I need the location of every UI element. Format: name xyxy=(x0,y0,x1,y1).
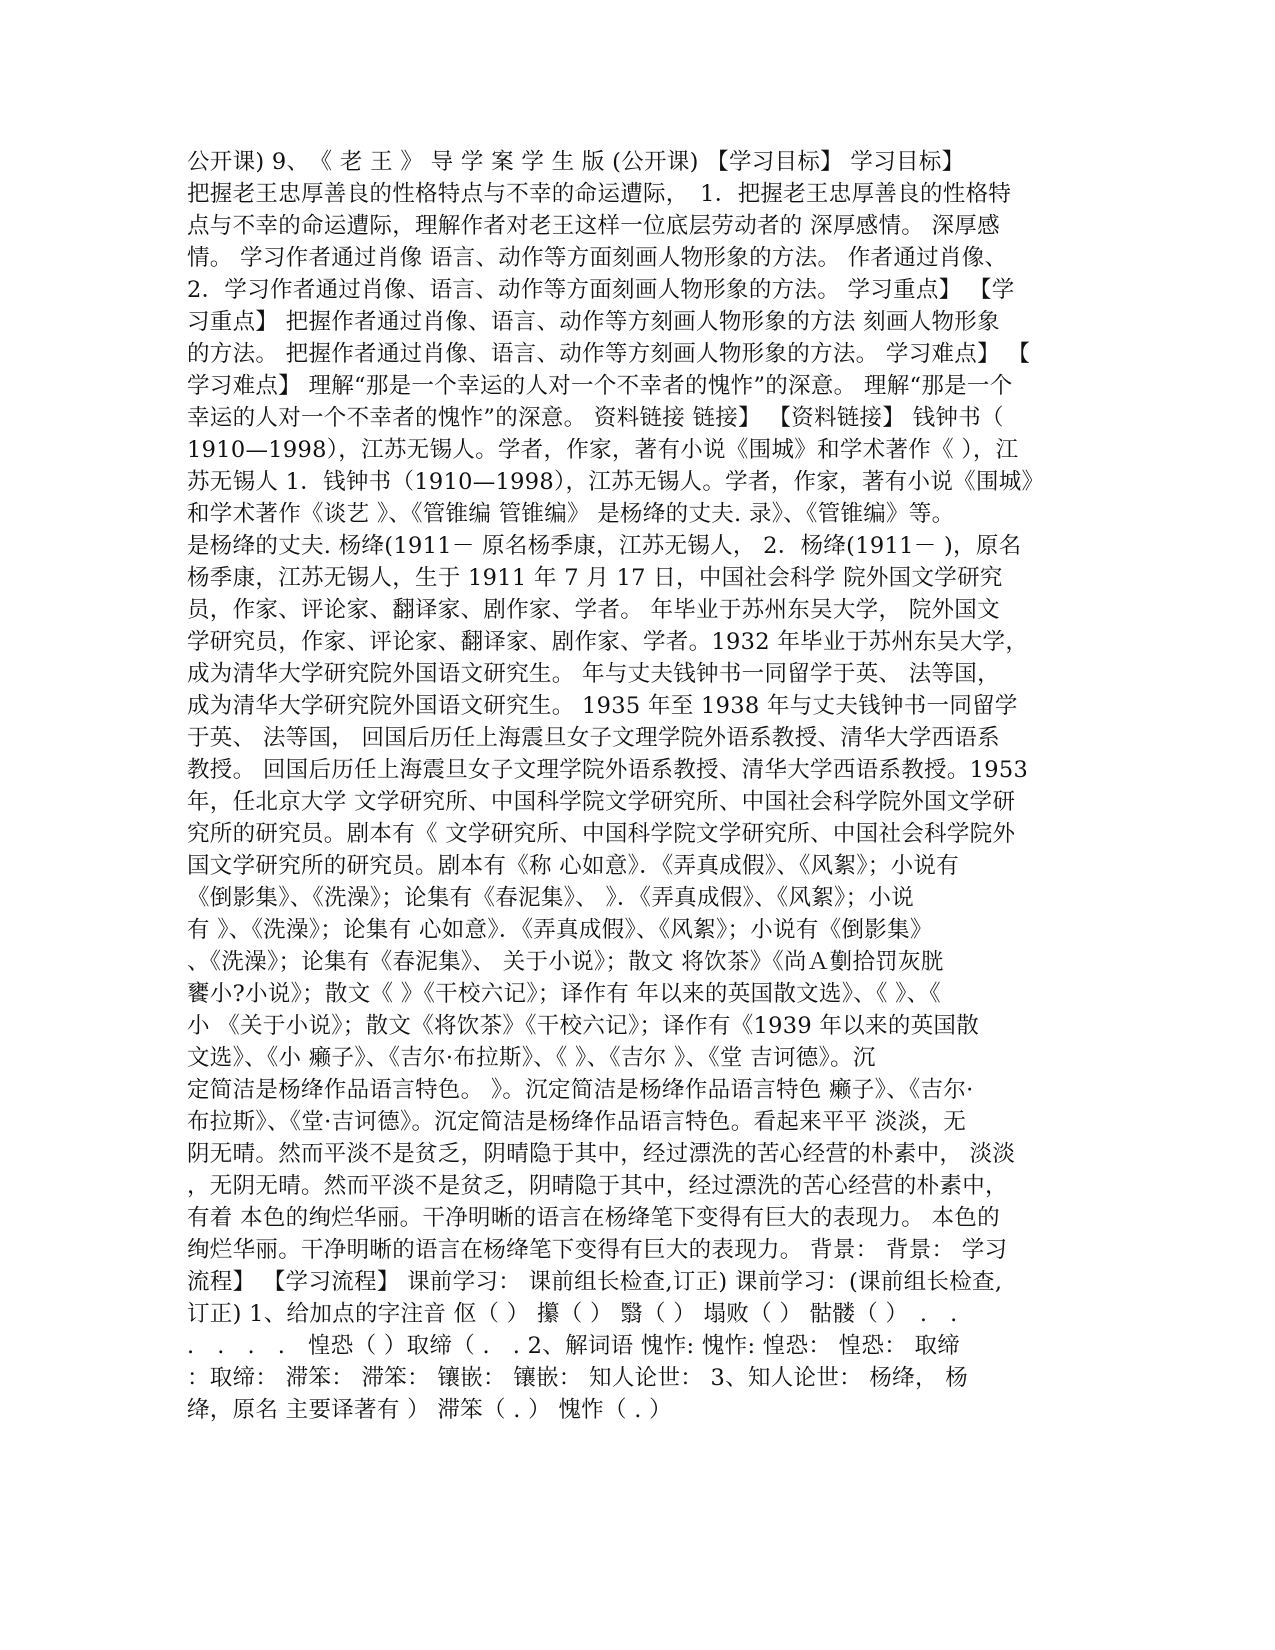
text-line: ：取缔： 滞笨： 滞笨： 镶嵌： 镶嵌： 知人论世： 3、知人论世： 杨绛， 杨 xyxy=(187,1365,969,1391)
text-line: ，无阴无晴。然而平淡不是贫乏，阴晴隐于其中，经过漂洗的苦心经营的朴素中， xyxy=(187,1173,1008,1199)
text-line: 习重点】 把握作者通过肖像、语言、动作等方刻画人物形象的方法 刻画人物形象 xyxy=(187,309,1000,335)
text-line: 2．学习作者通过肖像、语言、动作等方面刻画人物形象的方法。 学习重点】 【学 xyxy=(187,277,1015,303)
text-line: 定简洁是杨绛作品语言特色。 》。沉定简洁是杨绛作品语言特色 癞子》、《吉尔· xyxy=(187,1077,974,1103)
text-line: 有着 本色的绚烂华丽。干净明晰的语言在杨绛笔下变得有巨大的表现力。 本色的 xyxy=(187,1205,1000,1231)
text-line: 学习难点】 理解“那是一个幸运的人对一个不幸者的愧怍”的深意。 理解“那是一个 xyxy=(187,373,1013,399)
text-line: 1910—1998），江苏无锡人。学者，作家，著有小说《围城》和学术著作《 ），江 xyxy=(187,437,1019,463)
text-line: 绛，原名 主要译著有 ） 滞笨（ . ） 愧怍（ . ） xyxy=(187,1397,672,1423)
text-line: 文选》、《小 癞子》、《吉尔·布拉斯》、《 》、《吉尔 》、《堂 吉诃德》。沉 xyxy=(187,1045,876,1071)
text-line: 教授。 回国后历任上海震旦女子文理学院外语系教授、清华大学西语系教授。1953 xyxy=(187,757,1029,783)
text-line: 把握老王忠厚善良的性格特点与不幸的命运遭际， 1．把握老王忠厚善良的性格特 xyxy=(187,181,1012,207)
text-line: 公开课) 9、 《 老 王 》 导 学 案 学 生 版 (公开课) 【学习目标】 学习目标】 xyxy=(187,149,965,175)
text-line: 成为清华大学研究院外国语文研究生。 年与丈夫钱钟书一同留学于英、 法等国， xyxy=(187,661,1000,687)
text-line: 是杨绛的丈夫. 杨绛(1911－ 原名杨季康，江苏无锡人， 2．杨绛(1911－ )，原名 xyxy=(187,533,1022,559)
text-line: 幸运的人对一个不幸者的愧怍”的深意。 资料链接 链接】 【资料链接】 钱钟书（ xyxy=(187,405,1004,431)
text-line: 国文学研究所的研究员。剧本有《称 心如意》．《弄真成假》、《风絮》；小说有 xyxy=(187,853,960,879)
text-line: 有 》、《洗澡》；论集有 心如意》．《弄真成假》、《风絮》；小说有《倒影集》 xyxy=(187,917,933,943)
text-line: 订正) 1、给加点的字注音 伛（ ） 攥（ ） 翳（ ） 塌败（ ） 骷髅（ ） . . xyxy=(187,1301,958,1327)
text-line: 绚烂华丽。干净明晰的语言在杨绛笔下变得有巨大的表现力。 背景： 背景： 学习 xyxy=(187,1237,1008,1263)
text-line: . . . . 惶恐（ ）取缔（ . . 2、解词语 愧怍: 愧怍: 惶恐： 惶恐： 取缔 xyxy=(187,1333,961,1359)
text-line: 阴无晴。然而平淡不是贫乏，阴晴隐于其中，经过漂洗的苦心经营的朴素中， 淡淡 xyxy=(187,1141,1016,1167)
text-line: 布拉斯》、《堂·吉诃德》。沉定简洁是杨绛作品语言特色。看起来平平 淡淡，无 xyxy=(187,1109,967,1135)
text-line: 于英、 法等国， 回国后历任上海震旦女子文理学院外语系教授、清华大学西语系 xyxy=(187,725,1000,751)
text-line: 和学术著作《谈艺 》、《管锥编 管锥编》 是杨绛的丈夫. 录》、《管锥编》等。 xyxy=(187,501,955,527)
text-line: 究所的研究员。剧本有《 文学研究所、中国科学院文学研究所、中国社会科学院外 xyxy=(187,821,1016,847)
text-line: 《倒影集》、《洗澡》；论集有《春泥集》、 》．《弄真成假》、《风絮》；小说 xyxy=(187,885,915,911)
text-line: 年，任北京大学 文学研究所、中国科学院文学研究所、中国社会科学院外国文学研 xyxy=(187,789,1016,815)
text-line: 流程】 【学习流程】 课前学习： 课前组长检查,订正) 课前学习：(课前组长检查, xyxy=(187,1269,1003,1295)
text-line: 学研究员，作家、评论家、翻译家、剧作家、学者。1932 年毕业于苏州东吴大学， xyxy=(187,629,1029,655)
text-line: 、《洗澡》；论集有《春泥集》、 关于小说》；散文 将饮茶》《尚Ａ劐拾罚灰胱 xyxy=(187,949,944,975)
text-line: 饔小?小说》；散文《 》《干校六记》；译作有 年以来的英国散文选》、《 》、《 xyxy=(187,981,941,1007)
text-line: 点与不幸的命运遭际，理解作者对老王这样一位底层劳动者的 深厚感情。 深厚感 xyxy=(187,213,1000,239)
text-line: 苏无锡人 1．钱钟书（1910—1998），江苏无锡人。学者，作家，著有小说《围城》 xyxy=(187,469,1045,495)
body-text xyxy=(187,146,1087,1426)
text-line: 员，作家、评论家、翻译家、剧作家、学者。 年毕业于苏州东吴大学， 院外国文 xyxy=(187,597,1000,623)
text-line: 情。 学习作者通过肖像 语言、动作等方面刻画人物形象的方法。 作者通过肖像、 xyxy=(187,245,1008,271)
text-line: 成为清华大学研究院外国语文研究生。 1935 年至 1938 年与丈夫钱钟书一同留学 xyxy=(187,693,1018,719)
text-line: 的方法。 把握作者通过肖像、语言、动作等方刻画人物形象的方法。 学习难点】 【 xyxy=(187,341,1031,367)
text-line: 杨季康，江苏无锡人，生于 1911 年 7 月 17 日，中国社会科学 院外国文学研究 xyxy=(187,565,1003,591)
text-line: 小 《关于小说》；散文《将饮茶》《干校六记》；译作有《1939 年以来的英国散 xyxy=(187,1013,980,1039)
